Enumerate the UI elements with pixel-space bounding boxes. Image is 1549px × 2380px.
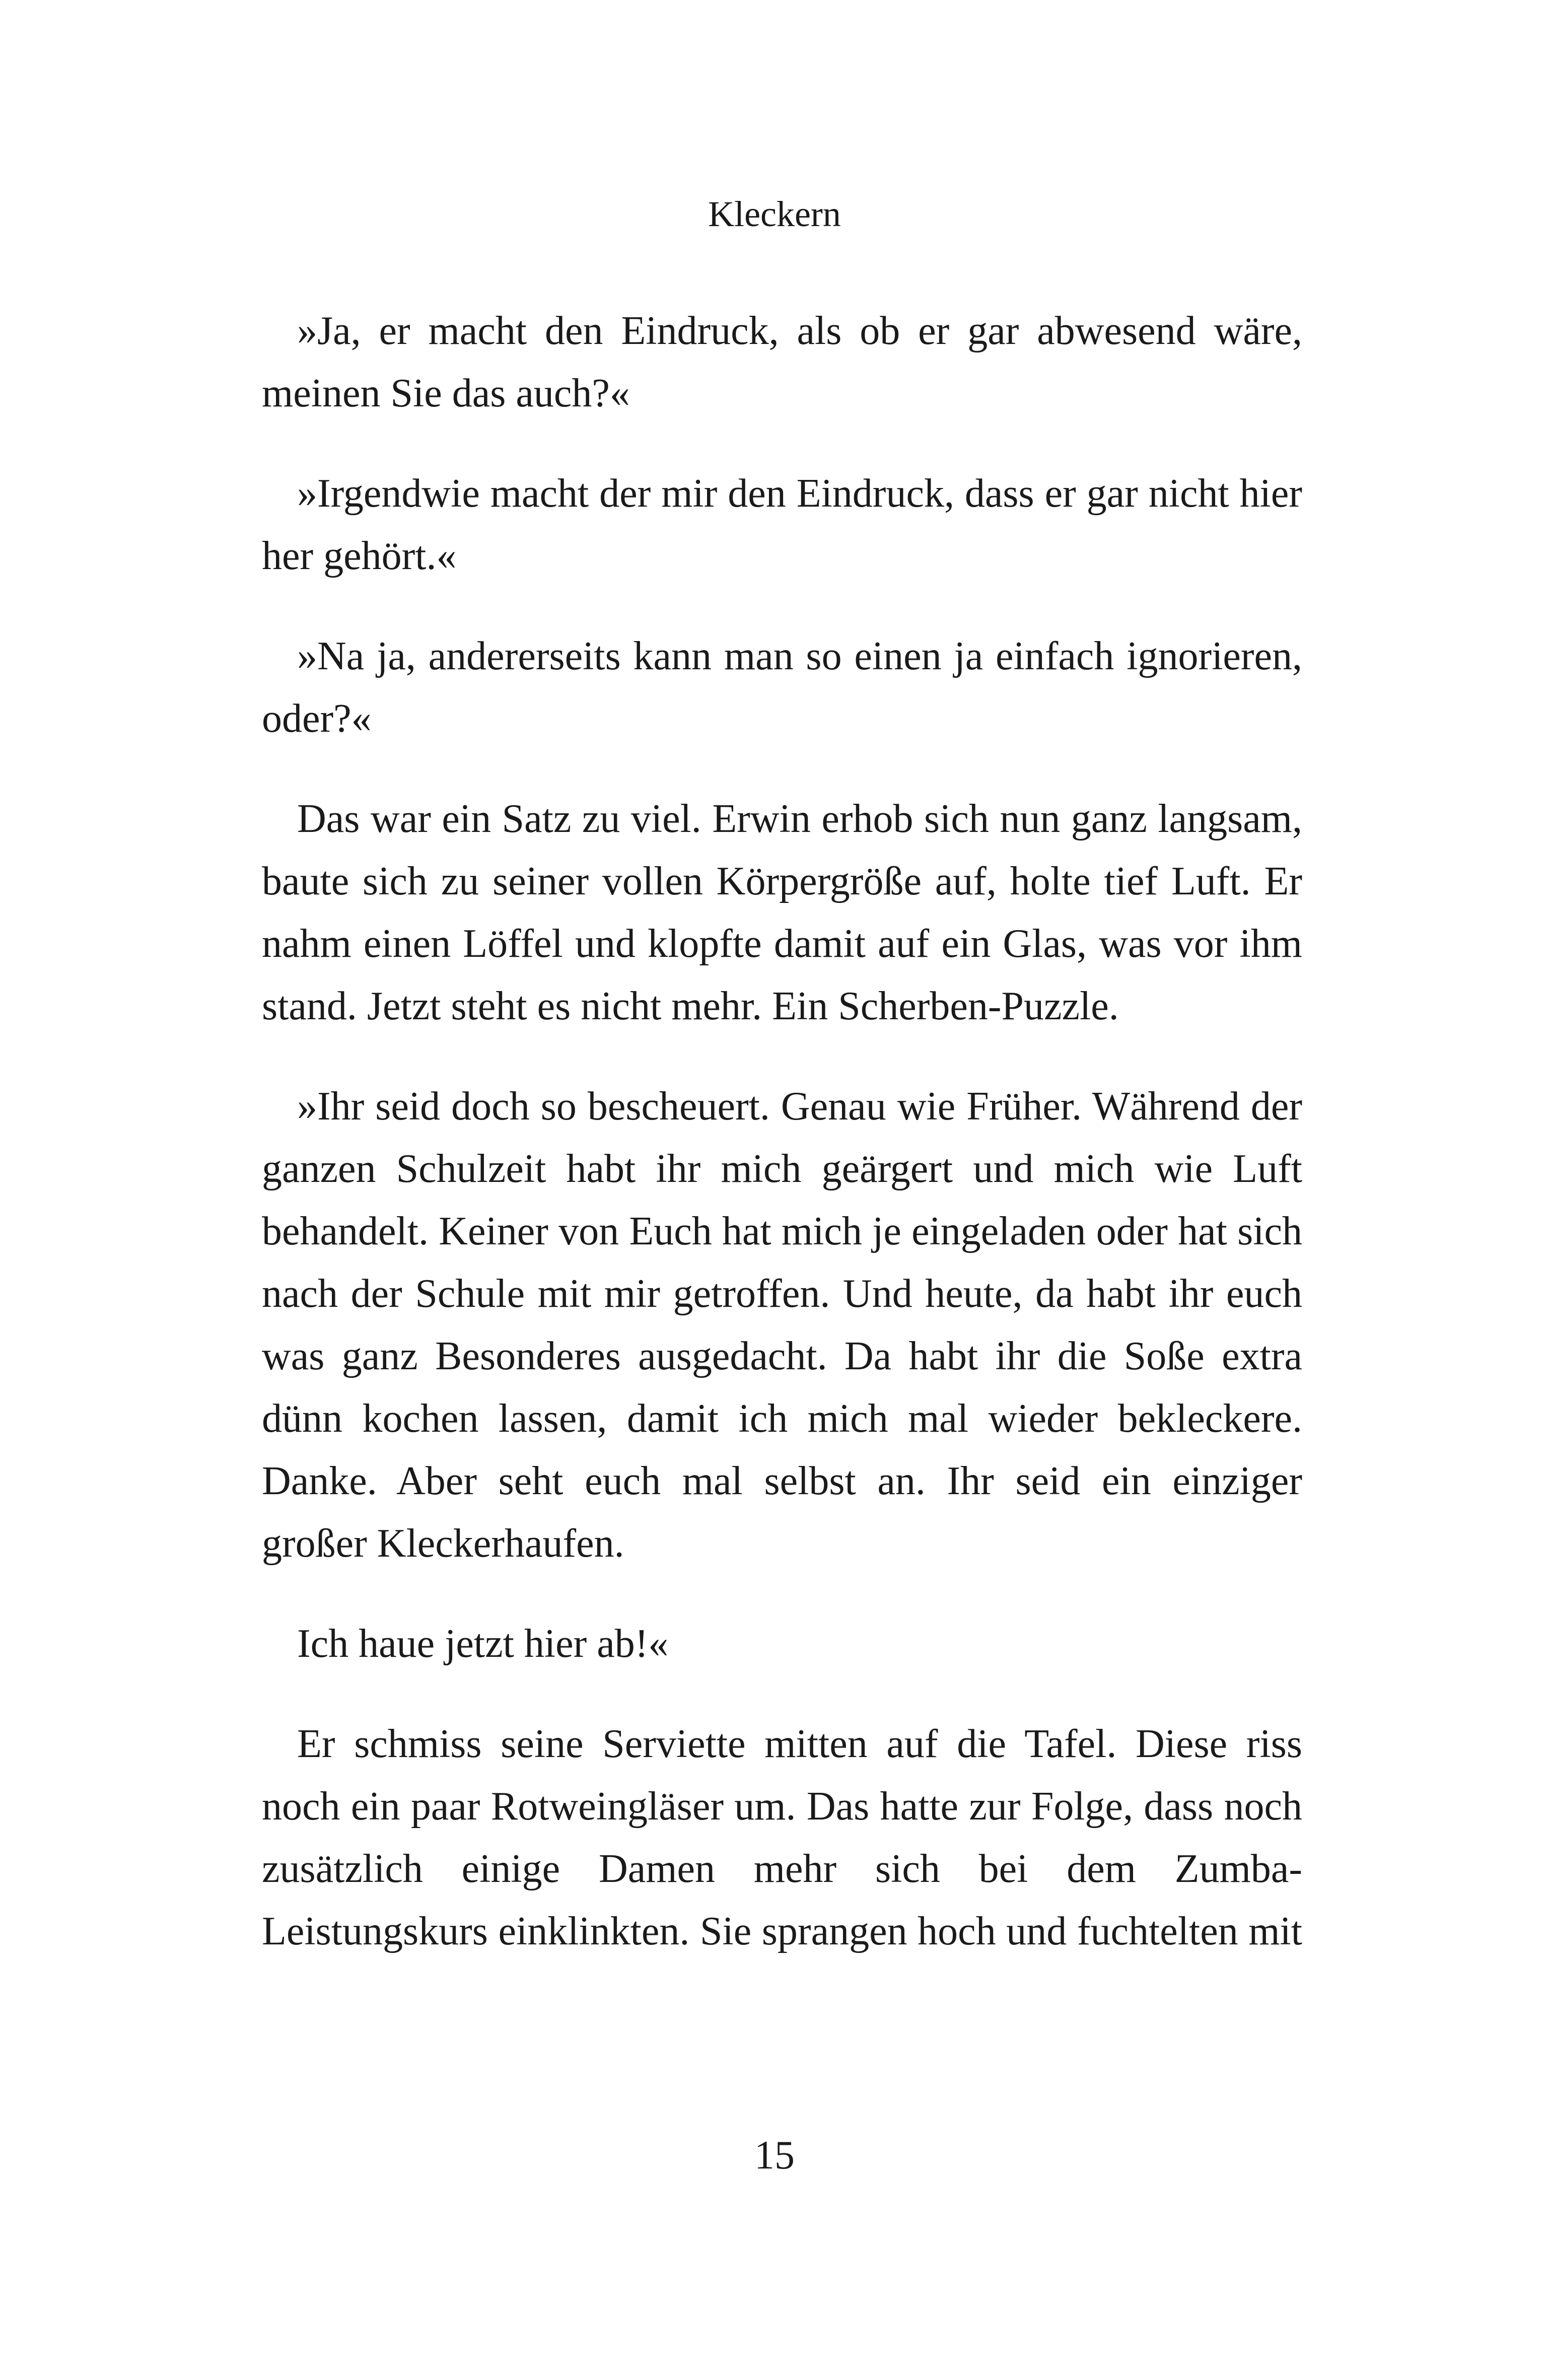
body-text bbox=[262, 300, 1302, 1963]
paragraph-2: »Irgendwie macht der mir den Eindruck, dass er gar nicht hier her gehört.« bbox=[262, 471, 1302, 578]
page-number: 15 bbox=[754, 2133, 795, 2178]
paragraph-3: »Na ja, andererseits kann man so einen ja einfach ignorieren, oder?« bbox=[262, 634, 1302, 741]
paragraph-1: »Ja, er macht den Eindruck, als ob er gar abwesend wäre, meinen Sie das auch?« bbox=[262, 309, 1302, 415]
paragraph-4: Das war ein Satz zu viel. Erwin erhob sich nun ganz langsam, baute sich zu seiner vollen Körpergröße auf, holte tief Luft. Er nahm einen Löffel und klopfte damit auf ein Glas, was vor ihm stand. Jetzt steht es nicht mehr. Ein Scherben-Puzzle. bbox=[262, 797, 1302, 1028]
paragraph-5: »Ihr seid doch so bescheuert. Genau wie Früher. Während der ganzen Schulzeit habt ihr mich geärgert und mich wie Luft behandelt. Keiner von Euch hat mich je eingeladen oder hat sich nach der Schule mit mir getroffen. Und heute, da habt ihr euch was ganz Besonderes ausgedacht. Da habt ihr die Soße extra dünn kochen lassen, damit ich mich mal wieder bekleckere. Danke. Aber seht euch mal selbst an. Ihr seid ein einziger großer Kleckerhaufen. bbox=[262, 1084, 1302, 1566]
paragraph-6: Ich haue jetzt hier ab!« bbox=[297, 1622, 669, 1666]
running-head-title: Kleckern bbox=[708, 194, 841, 234]
paragraph-7: Er schmiss seine Serviette mitten auf die Tafel. Diese riss noch ein paar Rotweingläser um. Das hatte zur Folge, dass noch zusätzlich einige Damen mehr sich bei dem Zumba-Leistungskurs einklinkten. Sie sprangen hoch und fuchtelten mit bbox=[262, 1722, 1302, 1953]
